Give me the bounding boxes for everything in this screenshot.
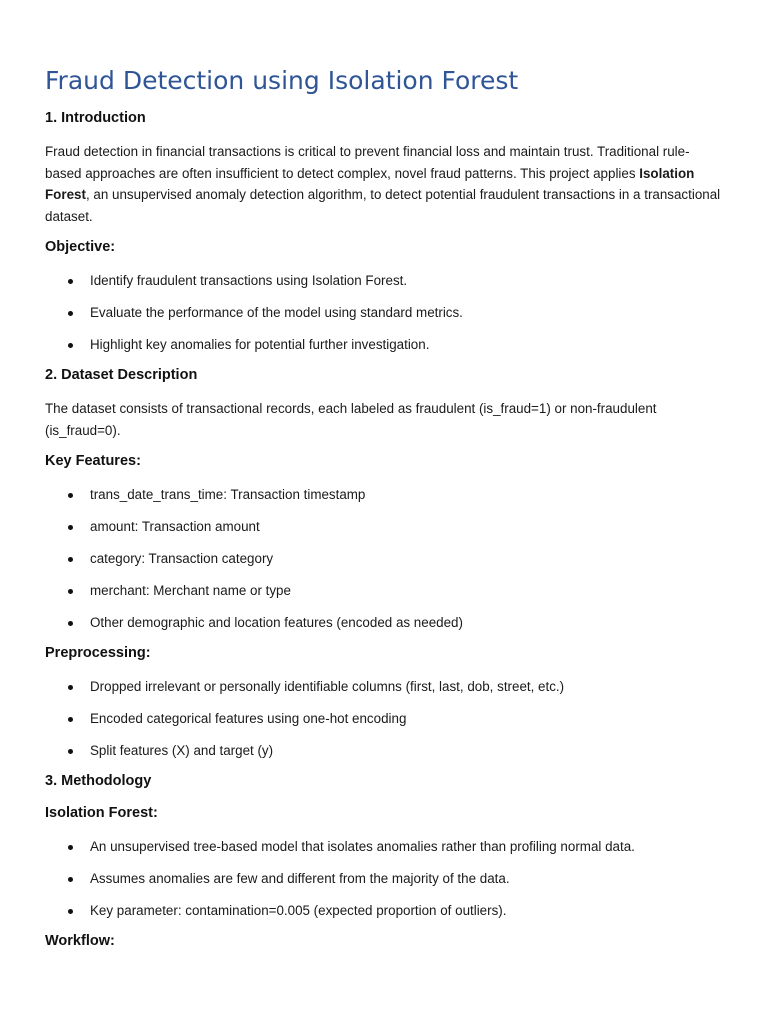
list-item: merchant: Merchant name or type (90, 581, 291, 601)
intro-text-after: , an unsupervised anomaly detection algorithm, to detect potential fraudulent transactions in a transactional dataset. (45, 187, 721, 224)
list-item: Highlight key anomalies for potential further investigation. (90, 335, 429, 355)
section-heading-introduction: 1. Introduction (45, 110, 146, 126)
list-item: Other demographic and location features (encoded as needed) (90, 613, 463, 633)
list-item: Key parameter: contamination=0.005 (expected proportion of outliers). (90, 901, 506, 921)
intro-bold-term: Isolation Forest (45, 165, 695, 202)
objective-heading: Objective: (45, 239, 116, 255)
list-item: Identify fraudulent transactions using Isolation Forest. (90, 271, 407, 291)
list-item: amount: Transaction amount (90, 517, 260, 537)
list-item: Split features (X) and target (y) (90, 741, 273, 761)
isolation-forest-heading: Isolation Forest: (45, 805, 158, 821)
intro-paragraph (45, 141, 723, 227)
page-title: Fraud Detection using Isolation Forest (45, 66, 519, 95)
list-item: category: Transaction category (90, 549, 273, 569)
list-item: An unsupervised tree-based model that isolates anomalies rather than profiling normal data. (90, 837, 635, 857)
intro-text-before: Fraud detection in financial transactions is critical to prevent financial loss and maintain trust. Traditional rule-based approaches are often insufficient to detect complex, novel fraud patterns. This project applies (45, 144, 690, 181)
key-features-heading: Key Features: (45, 453, 141, 469)
preprocessing-heading: Preprocessing: (45, 645, 151, 661)
list-item: Encoded categorical features using one-hot encoding (90, 709, 406, 729)
section-heading-dataset: 2. Dataset Description (45, 367, 198, 383)
workflow-heading: Workflow: (45, 933, 115, 949)
list-item: Evaluate the performance of the model using standard metrics. (90, 303, 463, 323)
list-item: Dropped irrelevant or personally identifiable columns (first, last, dob, street, etc.) (90, 677, 564, 697)
list-item: Assumes anomalies are few and different from the majority of the data. (90, 869, 510, 889)
dataset-paragraph: The dataset consists of transactional records, each labeled as fraudulent (is_fraud=1) or non-fraudulent (is_fraud=0). (45, 401, 657, 438)
list-item: trans_date_trans_time: Transaction timestamp (90, 485, 365, 505)
section-heading-methodology: 3. Methodology (45, 773, 152, 789)
